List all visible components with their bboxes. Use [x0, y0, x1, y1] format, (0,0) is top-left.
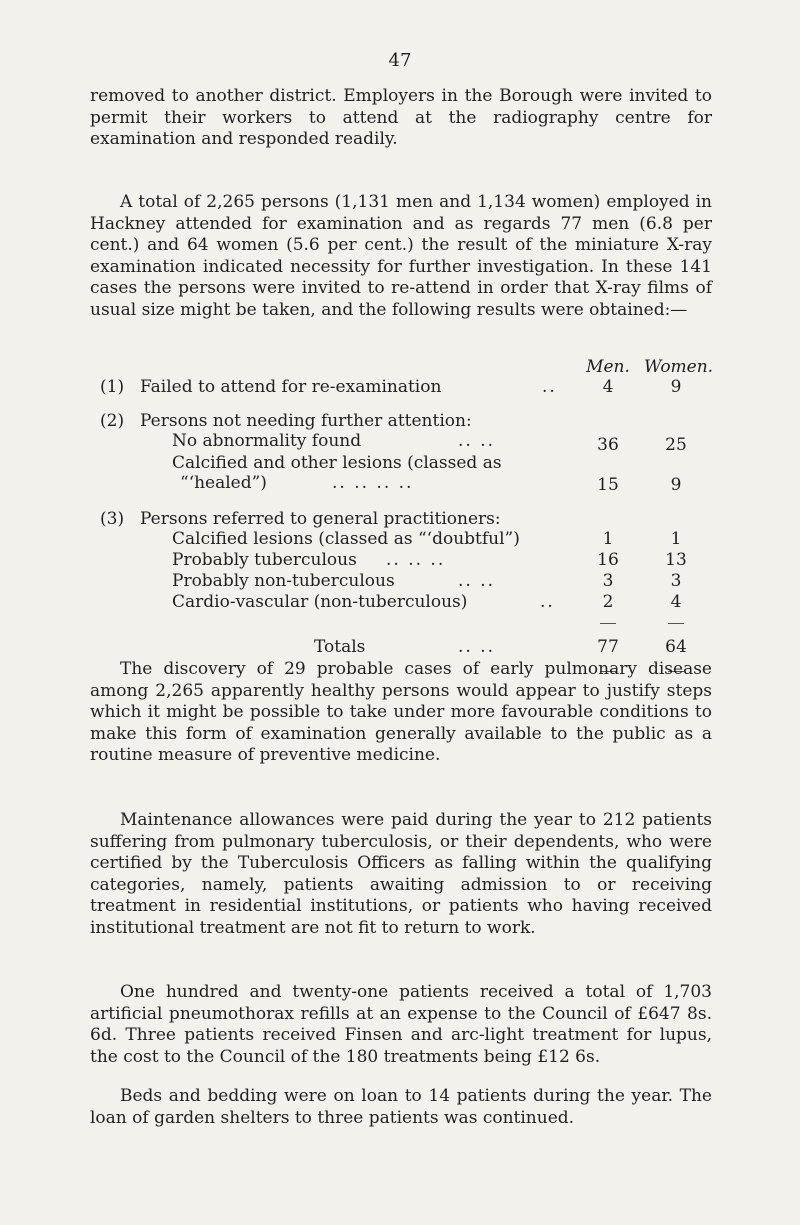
row-label: Calcified lesions (classed as “‘doubtful”)	[172, 529, 520, 549]
table-row	[100, 571, 720, 592]
leader-dots: .. ..	[458, 571, 496, 591]
column-header-men: Men.	[586, 357, 630, 377]
section-number: (3)	[100, 509, 125, 529]
value-women: 13	[665, 550, 687, 570]
paragraph-pneumothorax: One hundred and twenty-one patients received a total of 1,703 artificial pneumothorax refills at an expense to the Council of £647 8s. 6d. Three patients received Finsen and arc-light treatment for lupus, the cost to the Council of the 180 treatments being £12 6s.	[90, 982, 712, 1067]
table-row-failed-to-attend	[100, 377, 720, 397]
section-label: Persons not needing further attention:	[140, 411, 472, 431]
table-row	[100, 453, 720, 473]
section-number: (2)	[100, 411, 125, 431]
page-number: 47	[388, 50, 412, 71]
value-men: 2	[602, 592, 614, 612]
value-women: 9	[670, 475, 682, 495]
table-row	[100, 592, 720, 613]
section-heading-not-needing-attention	[100, 411, 720, 431]
value-women: 3	[670, 571, 682, 591]
section-heading-referred	[100, 509, 720, 529]
results-table-header	[100, 357, 720, 377]
value-men: 4	[602, 377, 614, 397]
row-label: Probably non-tuberculous	[172, 571, 395, 591]
results-table	[100, 357, 720, 681]
value-men: 15	[597, 475, 619, 495]
rule-men	[600, 623, 616, 624]
value-men-total: 77	[597, 637, 619, 657]
paragraph-removed: removed to another district. Employers in the Borough were invited to permit their workers to attend at the radiography centre for examination and responded readily.	[90, 86, 712, 149]
column-header-women: Women.	[644, 357, 714, 377]
value-women-total: 64	[665, 637, 687, 657]
separator-rule	[100, 613, 720, 637]
value-women: 25	[665, 435, 687, 455]
row-label: No abnormality found	[172, 431, 362, 451]
value-men: 16	[597, 550, 619, 570]
value-men: 36	[597, 435, 619, 455]
leader-dots: .. .. ..	[386, 550, 446, 570]
paragraph-discovery: The discovery of 29 probable cases of early pulmonary disease among 2,265 apparently healthy persons would appear to justify steps which it might be possible to take under more favourable conditions to make this form of examination generally available to the public as a routine measure of preventive medicine.	[90, 659, 712, 765]
leader-dots: .. .. .. ..	[332, 473, 414, 493]
row-label: Probably tuberculous	[172, 550, 357, 570]
row-label: Failed to attend for re-examination	[140, 377, 442, 397]
value-women: 9	[670, 377, 682, 397]
value-women: 1	[670, 529, 682, 549]
section-number: (1)	[100, 377, 125, 397]
leader-dots: .. ..	[458, 637, 496, 657]
paragraph-beds-bedding: Beds and bedding were on loan to 14 patients during the year. The loan of garden shelters to three patients was continued.	[90, 1086, 712, 1128]
totals-label: Totals	[314, 637, 366, 657]
leader-dots: ..	[542, 377, 557, 397]
section-label: Persons referred to general practitioners:	[140, 509, 501, 529]
table-row-continuation	[100, 473, 720, 495]
table-row	[100, 529, 720, 550]
value-women: 4	[670, 592, 682, 612]
leader-dots: .. ..	[458, 431, 496, 451]
paragraph-total-persons: A total of 2,265 persons (1,131 men and 1,134 women) employed in Hackney attended for examination and as regards 77 men (6.8 per cent.) and 64 women (5.6 per cent.) the result of the miniature X-ray examination indicated necessity for further investigation. In these 141 cases the persons were invited to re-attend in order that X-ray films of usual size might be taken, and the following results were obtained:—	[90, 192, 712, 320]
row-label-continuation: “‘healed”)	[180, 473, 267, 493]
rule-women	[668, 623, 684, 624]
table-row	[100, 550, 720, 571]
row-label: Calcified and other lesions (classed as	[172, 453, 502, 473]
table-row-totals	[100, 637, 720, 661]
value-men: 1	[602, 529, 614, 549]
paragraph-maintenance-allowances: Maintenance allowances were paid during the year to 212 patients suffering from pulmonary tuberculosis, or their dependents, who were certified by the Tuberculosis Officers as falling within the qualifying categories, namely, patients awaiting admission to or receiving treatment in residential institutions, or patients who having received institutional treatment are not fit to return to work.	[90, 810, 712, 938]
leader-dots: ..	[540, 592, 555, 612]
table-row	[100, 431, 720, 453]
value-men: 3	[602, 571, 614, 591]
row-label: Cardio-vascular (non-tuberculous)	[172, 592, 468, 612]
